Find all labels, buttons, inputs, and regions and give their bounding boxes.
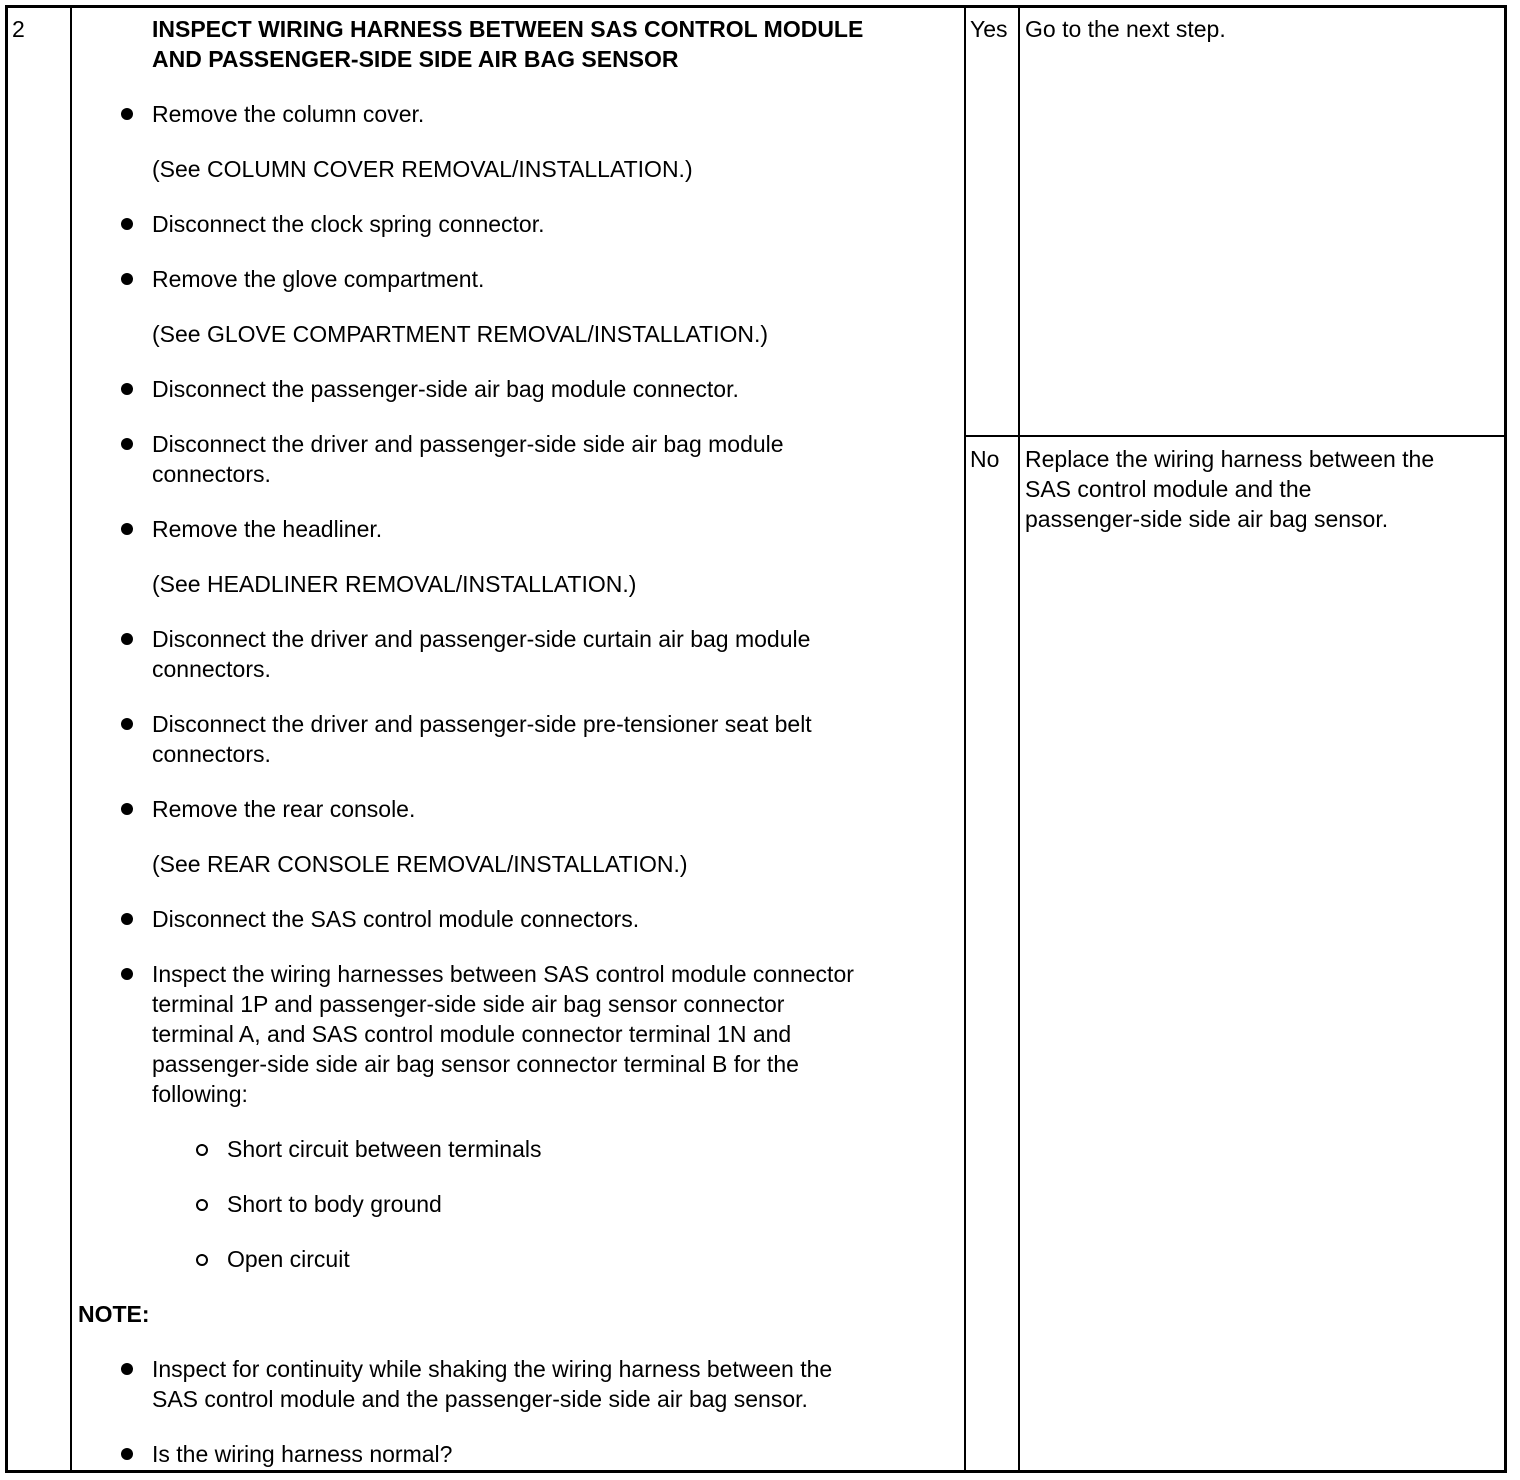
ref-glove-compartment: (See GLOVE COMPARTMENT REMOVAL/INSTALLATION.) [152,321,769,347]
question: Is the wiring harness normal? [152,1441,453,1467]
bullet-icon [121,633,133,645]
step-pretensioner-line-1: Disconnect the driver and passenger-side pre-tensioner seat belt [152,711,812,737]
step-curtain-line-2: connectors. [152,656,271,682]
troubleshooting-table [5,5,1507,1473]
row-divider-yes-no [964,435,1504,437]
step-clock-spring: Disconnect the clock spring connector. [152,211,545,237]
step-side-module-line-2: connectors. [152,461,271,487]
step-pretensioner-line-2: connectors. [152,741,271,767]
step-side-module-line-1: Disconnect the driver and passenger-side side air bag module [152,431,784,457]
bullet-icon [121,1448,133,1460]
result-no-label: No [970,446,1000,472]
bullet-icon [121,383,133,395]
col-divider-result [964,8,966,1470]
col-divider-action [1018,8,1020,1470]
step-curtain-line-1: Disconnect the driver and passenger-side curtain air bag module [152,626,811,652]
step-glove-compartment: Remove the glove compartment. [152,266,485,292]
step-inspect-line-5: following: [152,1081,248,1107]
step-rear-console: Remove the rear console. [152,796,416,822]
col-divider-step [70,8,72,1470]
bullet-icon [121,1363,133,1375]
bullet-icon [121,803,133,815]
step-passenger-module: Disconnect the passenger-side air bag module connector. [152,376,739,402]
ref-headliner: (See HEADLINER REMOVAL/INSTALLATION.) [152,571,637,597]
result-no-action-line-1: Replace the wiring harness between the [1025,446,1435,472]
bullet-icon [121,968,133,980]
bullet-icon [121,523,133,535]
result-yes-label: Yes [970,16,1008,42]
ref-column-cover: (See COLUMN COVER REMOVAL/INSTALLATION.) [152,156,693,182]
heading-line-1: INSPECT WIRING HARNESS BETWEEN SAS CONTROL MODULE [152,16,864,42]
note-item-line-1: Inspect for continuity while shaking the wiring harness between the [152,1356,833,1382]
result-no-action-line-3: passenger-side side air bag sensor. [1025,506,1389,532]
bullet-icon [121,913,133,925]
note-item-line-2: SAS control module and the passenger-side side air bag sensor. [152,1386,808,1412]
sub-bullet-icon [196,1199,208,1211]
step-column-cover: Remove the column cover. [152,101,425,127]
step-sas-connectors: Disconnect the SAS control module connectors. [152,906,640,932]
bullet-icon [121,218,133,230]
step-inspect-line-2: terminal 1P and passenger-side side air bag sensor connector [152,991,785,1017]
step-headliner: Remove the headliner. [152,516,383,542]
sub-item-short-circuit: Short circuit between terminals [227,1136,542,1162]
sub-bullet-icon [196,1254,208,1266]
ref-rear-console: (See REAR CONSOLE REMOVAL/INSTALLATION.) [152,851,688,877]
heading-line-2: AND PASSENGER-SIDE SIDE AIR BAG SENSOR [152,46,679,72]
note-label: NOTE: [78,1301,150,1327]
step-number: 2 [12,16,25,42]
bullet-icon [121,718,133,730]
bullet-icon [121,108,133,120]
bullet-icon [121,273,133,285]
sub-bullet-icon [196,1144,208,1156]
bullet-icon [121,438,133,450]
step-inspect-line-3: terminal A, and SAS control module connector terminal 1N and [152,1021,792,1047]
sub-item-open-circuit: Open circuit [227,1246,350,1272]
result-yes-action: Go to the next step. [1025,16,1226,42]
step-inspect-line-1: Inspect the wiring harnesses between SAS control module connector [152,961,854,987]
step-inspect-line-4: passenger-side side air bag sensor connector terminal B for the [152,1051,799,1077]
result-no-action-line-2: SAS control module and the [1025,476,1312,502]
sub-item-short-ground: Short to body ground [227,1191,442,1217]
